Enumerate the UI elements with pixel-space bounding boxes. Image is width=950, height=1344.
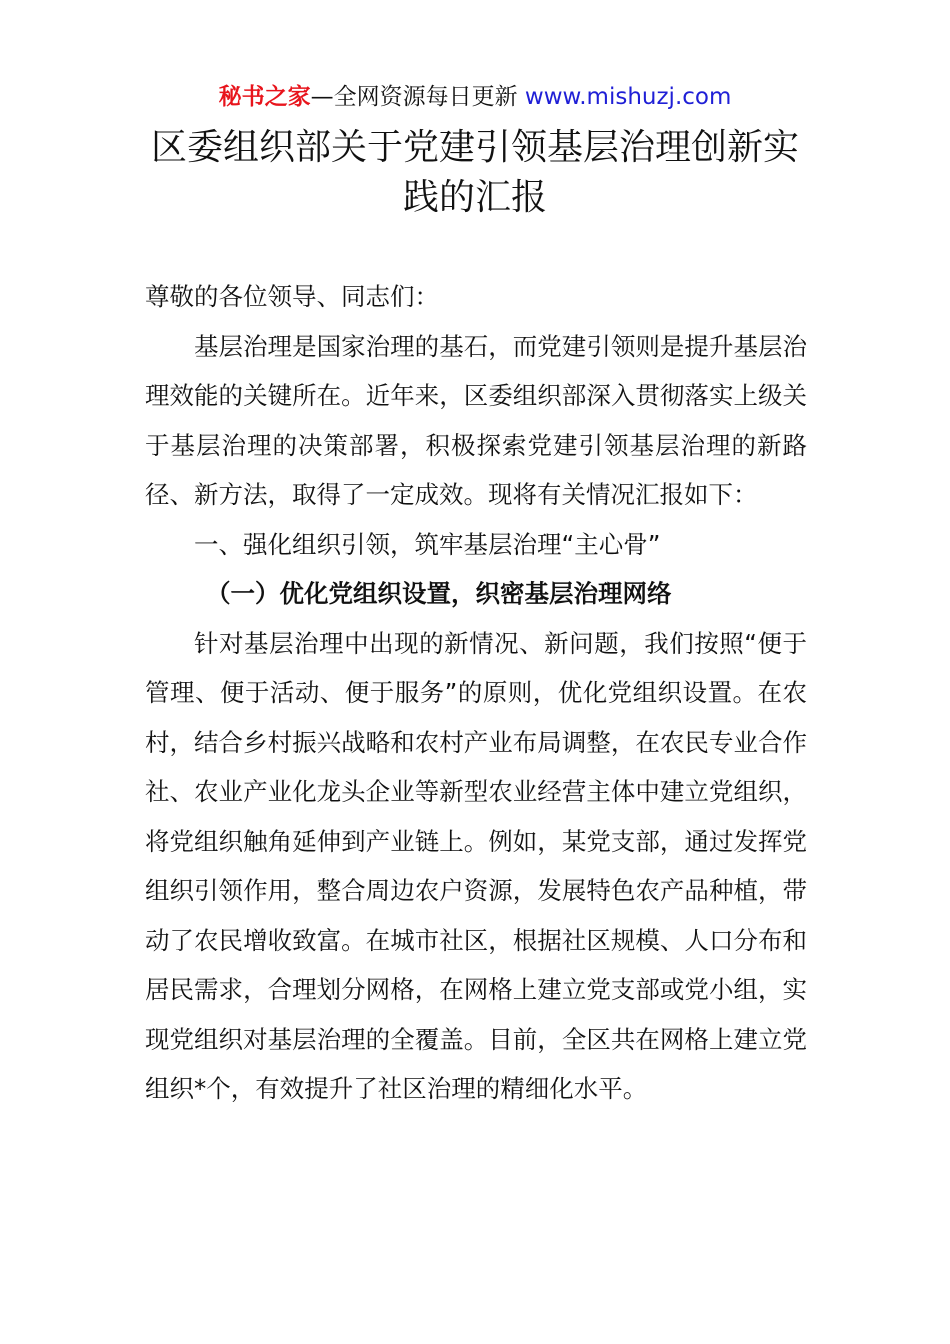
site-header: [0, 80, 950, 114]
document-body: [145, 272, 807, 1114]
site-tagline: —全网资源每日更新: [310, 84, 518, 110]
subsection-paragraph-1: 针对基层治理中出现的新情况、新问题，我们按照“便于管理、便于活动、便于服务”的原则，优化党组织设置。在农村，结合乡村振兴战略和农村产业布局调整，在农民专业合作社、农业产业化龙头企业等新型农业经营主体中建立党组织，将党组织触角延伸到产业链上。例如，某党支部，通过发挥党组织引领作用，整合周边农户资源，发展特色农产品种植，带动了农民增收致富。在城市社区，根据社区规模、人口分布和居民需求，合理划分网格，在网格上建立党支部或党小组，实现党组织对基层治理的全覆盖。目前，全区共在网格上建立党组织*个，有效提升了社区治理的精细化水平。: [145, 628, 807, 1103]
document-title: [120, 123, 830, 223]
site-brand: 秘书之家: [218, 84, 311, 110]
greeting: 尊敬的各位领导、同志们：: [145, 282, 439, 311]
site-url[interactable]: www.mishuzj.com: [524, 84, 732, 110]
section-heading-1: 一、强化组织引领，筑牢基层治理“主心骨”: [194, 529, 661, 559]
title-line-2: 践的汇报: [402, 177, 547, 218]
title-line-1: 区委组织部关于党建引领基层治理创新实: [150, 127, 799, 168]
intro-paragraph: 基层治理是国家治理的基石，而党建引领则是提升基层治理效能的关键所在。近年来，区委组织部深入贯彻落实上级关于基层治理的决策部署，积极探索党建引领基层治理的新路径、新方法，取得了一定成效。现将有关情况汇报如下：: [145, 331, 807, 509]
subsection-heading-1: （一）优化党组织设置，织密基层治理网络: [206, 579, 672, 608]
